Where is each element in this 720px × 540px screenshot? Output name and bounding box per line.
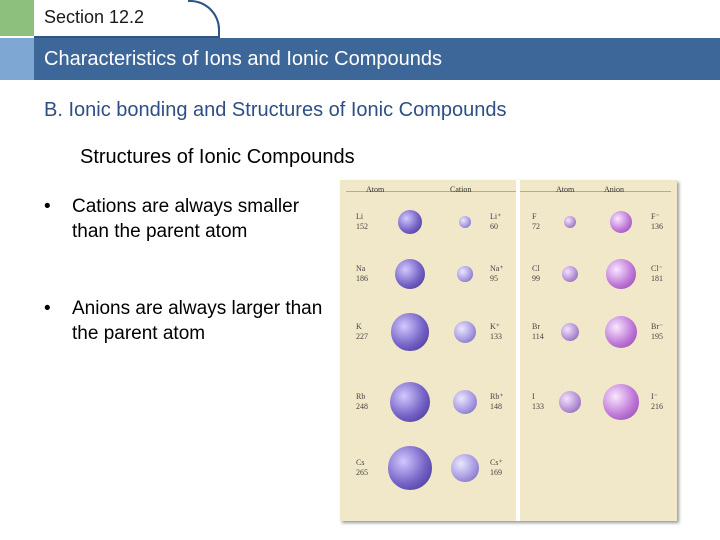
anion-label: I⁻ 216 <box>651 392 663 411</box>
cation-parent-label: Cs 265 <box>356 458 368 477</box>
cation-parent-atom-sphere <box>398 210 423 235</box>
bullet-text: Anions are always larger than the parent atom <box>72 298 323 344</box>
anion-parent-atom-sphere <box>564 216 576 228</box>
bullet-marker: • <box>44 196 51 217</box>
cation-parent-atom-sphere <box>388 446 431 489</box>
section-label: Section 12.2 <box>44 7 145 27</box>
anion-parent-atom-sphere <box>561 323 580 342</box>
cation-label: Na⁺ 95 <box>490 264 504 283</box>
cation-sphere <box>454 321 476 343</box>
cation-parent-label: Rb 248 <box>356 392 368 411</box>
anion-parent-label: Br 114 <box>532 322 544 341</box>
slide-title: Characteristics of Ions and Ionic Compounds <box>44 48 442 70</box>
anion-label: Br⁻ 195 <box>651 322 664 341</box>
cation-parent-label: Li 152 <box>356 212 368 231</box>
cation-parent-atom-sphere <box>390 382 431 423</box>
cation-parent-atom-sphere <box>395 259 426 290</box>
anion-parent-label: Cl 99 <box>532 264 540 283</box>
anion-parent-atom-sphere <box>559 391 581 413</box>
bullet-marker: • <box>44 298 51 319</box>
section-color-block <box>0 0 34 36</box>
title-bar-accent <box>0 38 34 80</box>
ionic-radii-figure <box>340 180 677 521</box>
anion-parent-label: F 72 <box>532 212 540 231</box>
anion-label: Cl⁻ 181 <box>651 264 663 283</box>
cation-label: Li⁺ 60 <box>490 212 502 231</box>
cation-sphere <box>451 454 479 482</box>
cation-sphere <box>453 390 477 414</box>
header-cation: Cation <box>450 185 472 194</box>
cation-label: K⁺ 133 <box>490 322 502 341</box>
anion-sphere <box>606 259 636 289</box>
cation-parent-label: K 227 <box>356 322 368 341</box>
cation-sphere <box>459 216 471 228</box>
anion-parent-atom-sphere <box>562 266 578 282</box>
slide-subtitle: B. Ionic bonding and Structures of Ionic Compounds <box>44 99 507 121</box>
cation-parent-label: Na 186 <box>356 264 368 283</box>
anion-label: F⁻ 136 <box>651 212 663 231</box>
cation-label: Cs⁺ 169 <box>490 458 503 477</box>
figure-column-divider <box>516 180 520 521</box>
cation-parent-atom-sphere <box>391 313 428 350</box>
header-atom-right: Atom <box>556 185 575 194</box>
anion-sphere <box>605 316 637 348</box>
anion-sphere <box>603 384 638 419</box>
cation-label: Rb⁺ 148 <box>490 392 504 411</box>
anion-parent-label: I 133 <box>532 392 544 411</box>
anion-sphere <box>610 211 632 233</box>
bullet-text: Cations are always smaller than the parent atom <box>72 196 300 242</box>
header-anion: Anion <box>604 185 624 194</box>
header-atom-left: Atom <box>366 185 385 194</box>
slide-subheading: Structures of Ionic Compounds <box>80 146 355 168</box>
cation-sphere <box>457 266 473 282</box>
